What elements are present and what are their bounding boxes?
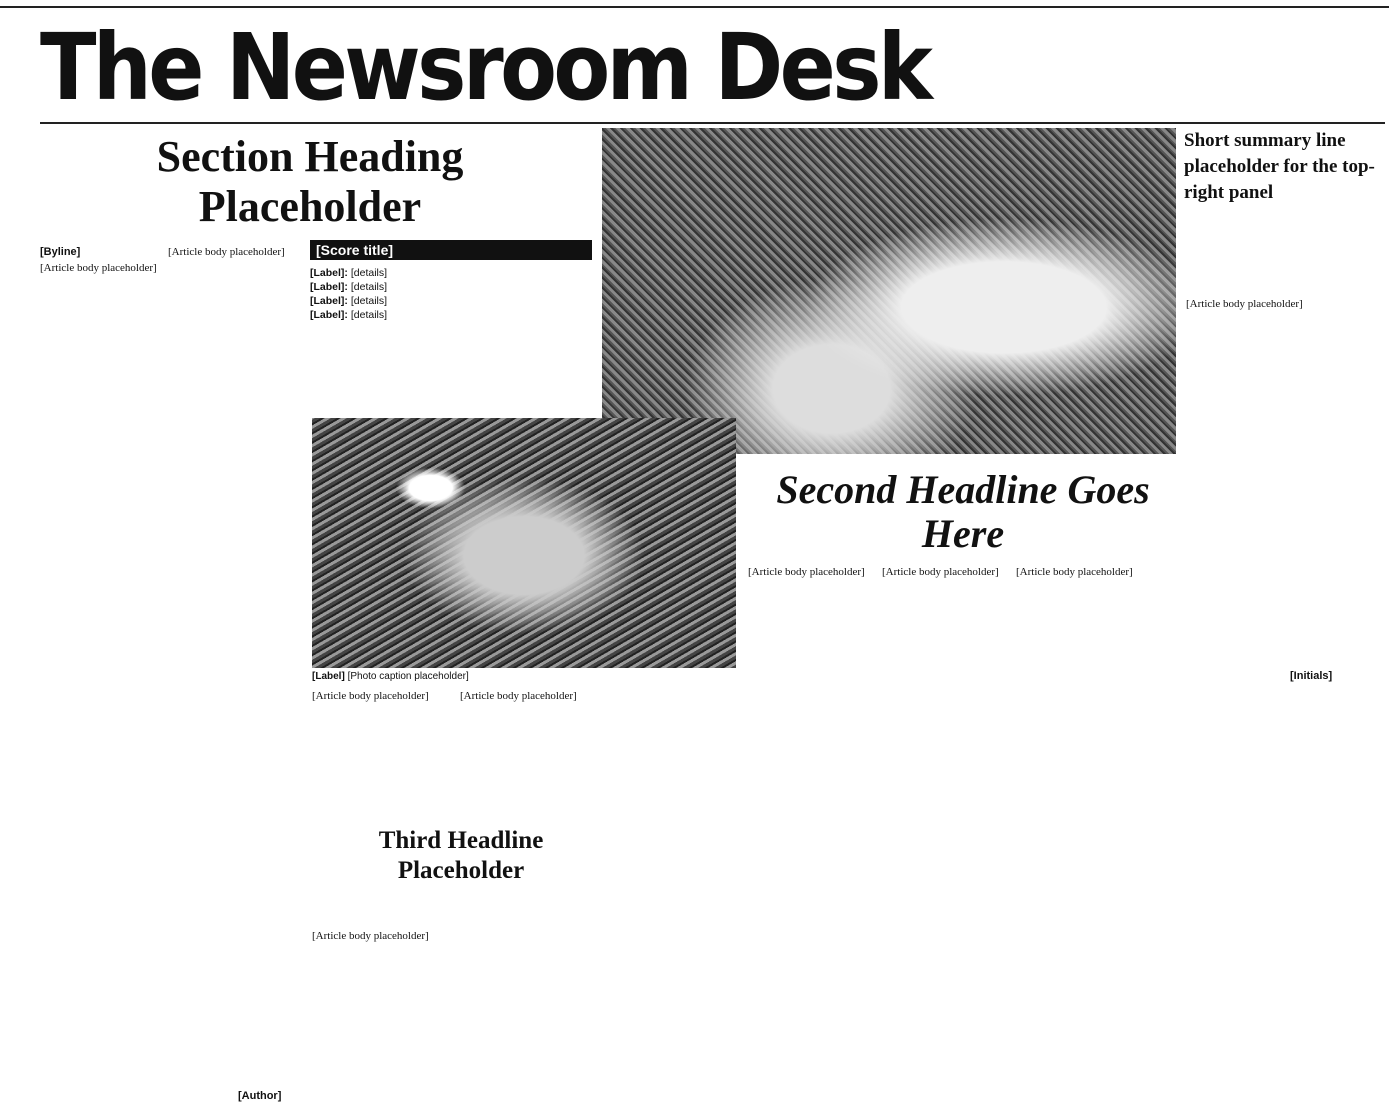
article-column-1: [Article body placeholder] <box>40 262 157 274</box>
article-column-6: [Article body placeholder] <box>882 566 999 578</box>
author-signature: [Author] <box>238 1090 282 1102</box>
article-column-4: [Article body placeholder] <box>460 690 577 702</box>
article-column-7: [Article body placeholder] <box>1016 566 1133 578</box>
match-photo-duel <box>312 418 736 668</box>
score-line: [Label]: [details] <box>310 295 388 307</box>
headline-rule <box>40 122 1385 124</box>
score-line: [Label]: [details] <box>310 309 388 321</box>
deck: Short summary line placeholder for the top-right panel <box>1184 130 1375 203</box>
score-line: [Label]: [details] <box>310 267 388 279</box>
second-headline: Second Headline Goes Here <box>776 467 1150 556</box>
top-strip <box>0 0 1389 8</box>
third-headline: Third Headline Placeholder <box>378 827 544 884</box>
score-box <box>310 240 592 410</box>
score-line: [Label]: [details] <box>310 281 388 293</box>
sub-headline: Section Heading Placeholder <box>156 132 464 231</box>
article-column-5: [Article body placeholder] <box>748 566 865 578</box>
score-body <box>310 260 592 322</box>
article-column-9a: [Article body placeholder] <box>312 930 429 942</box>
byline: [Byline] <box>40 246 81 258</box>
main-headline: The Newsroom Desk <box>40 14 930 121</box>
initials-signature: [Initials] <box>1290 670 1333 682</box>
photo-caption: [Label] [Photo caption placeholder] <box>312 671 469 682</box>
article-column-8: [Article body placeholder] <box>1186 298 1303 310</box>
article-column-3: [Article body placeholder] <box>312 690 429 702</box>
score-title: [Score title] <box>310 240 592 260</box>
article-column-2: [Article body placeholder] <box>168 246 285 258</box>
match-photo-top <box>602 128 1176 454</box>
